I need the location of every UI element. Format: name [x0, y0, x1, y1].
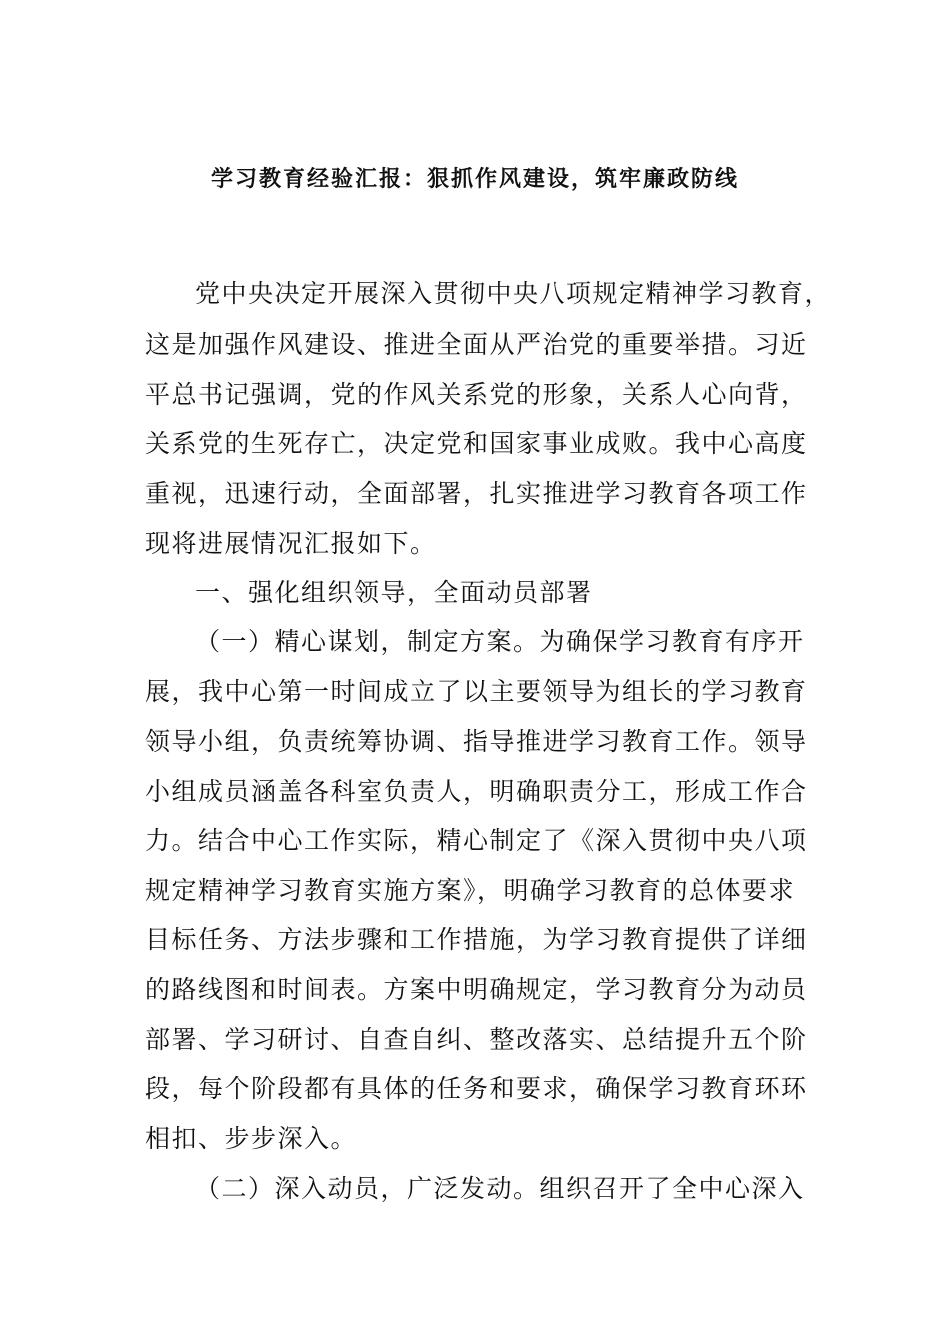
paragraph-line: 平总书记强调，党的作风关系党的形象，关系人心向背，: [145, 380, 808, 409]
paragraph-line: 段，每个阶段都有具体的任务和要求，确保学习教育环环: [145, 1074, 808, 1103]
section-heading: 一、强化组织领导，全面动员部署: [195, 578, 593, 607]
paragraph-line: 党中央决定开展深入贯彻中央八项规定精神学习教育，: [195, 279, 832, 308]
paragraph-line: 规定精神学习教育实施方案》，明确学习教育的总体要求: [145, 876, 796, 905]
document-title: 学习教育经验汇报：狠抓作风建设，筑牢廉政防线: [210, 167, 739, 192]
paragraph-line: 小组成员涵盖各科室负责人，明确职责分工，形成工作合: [145, 777, 808, 806]
paragraph-line: 现将进展情况汇报如下。: [145, 529, 437, 558]
paragraph-line: 目标任务、方法步骤和工作措施，为学习教育提供了详细: [145, 925, 808, 954]
paragraph-line: 力。结合中心工作实际，精心制定了《深入贯彻中央八项: [145, 826, 808, 855]
paragraph-line: 关系党的生死存亡，决定党和国家事业成败。我中心高度: [145, 429, 808, 458]
paragraph-line: 的路线图和时间表。方案中明确规定，学习教育分为动员: [145, 975, 808, 1004]
paragraph-line: 展，我中心第一时间成立了以主要领导为组长的学习教育: [145, 677, 808, 706]
paragraph-line: （二）深入动员，广泛发动。组织召开了全中心深入: [195, 1174, 805, 1203]
paragraph-line: （一）精心谋划，制定方案。为确保学习教育有序开: [195, 627, 805, 656]
paragraph-line: 相扣、步步深入。: [145, 1124, 358, 1153]
paragraph-line: 领导小组，负责统筹协调、指导推进学习教育工作。领导: [145, 727, 808, 756]
paragraph-line: 重视，迅速行动，全面部署，扎实推进学习教育各项工作: [145, 479, 808, 508]
paragraph-line: 这是加强作风建设、推进全面从严治党的重要举措。习近: [145, 330, 808, 359]
paragraph-line: 部署、学习研讨、自查自纠、整改落实、总结提升五个阶: [145, 1025, 808, 1054]
